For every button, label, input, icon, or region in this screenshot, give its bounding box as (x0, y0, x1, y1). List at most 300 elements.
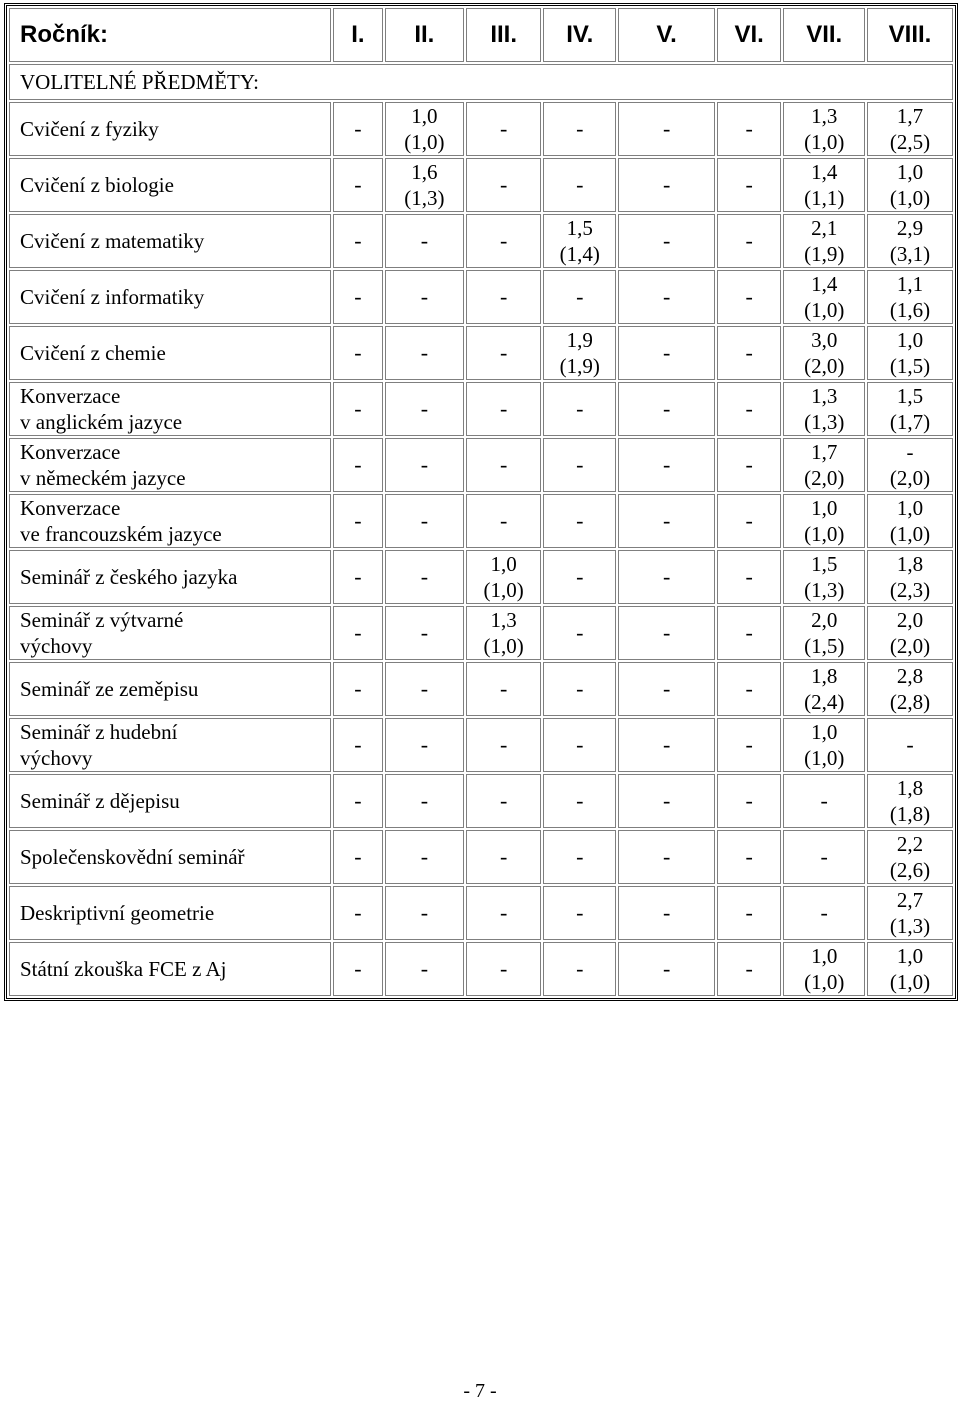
grade-average: - (500, 116, 508, 141)
grade-average: - (662, 620, 671, 645)
grade-cell-year-1 (333, 662, 382, 716)
grade-average: - (354, 620, 362, 645)
year-8: VIII. (867, 8, 953, 62)
grade-average: - (662, 172, 671, 197)
grade-average: 1,8 (896, 552, 924, 576)
grade-cell-year-3 (466, 438, 541, 492)
grade-cell-year-4 (543, 326, 616, 380)
grade-average-prev: (1,6) (889, 298, 931, 322)
subject-name-line: ve francouzském jazyce (20, 522, 222, 546)
grade-average: - (576, 172, 584, 197)
grade-cell-year-1 (333, 718, 382, 772)
grade-average: 1,1 (896, 272, 924, 296)
subject-name (9, 270, 331, 324)
grade-cell-year-5 (618, 942, 715, 996)
grade-average-prev: (1,0) (404, 130, 445, 154)
grade-cell-year-8 (867, 942, 953, 996)
grade-cell-year-8 (867, 606, 953, 660)
grade-average: - (745, 116, 753, 141)
grade-average: 1,3 (811, 384, 838, 408)
grade-average: 1,5 (896, 384, 924, 408)
grade-cell-year-5 (618, 830, 715, 884)
grade-average-prev: (1,9) (559, 354, 600, 378)
grade-average: - (420, 732, 429, 757)
subject-name (9, 326, 331, 380)
grade-cell-year-3 (466, 606, 541, 660)
grade-cell-year-4 (543, 662, 616, 716)
subject-row (9, 158, 953, 212)
grade-average: - (745, 788, 753, 813)
grade-cell-year-5 (618, 550, 715, 604)
grade-average-prev: (1,1) (804, 186, 845, 210)
grade-cell-year-8 (867, 830, 953, 884)
grade-average-prev: (2,6) (889, 858, 931, 882)
grade-average-prev: (1,3) (804, 410, 845, 434)
grade-cell-year-3 (466, 774, 541, 828)
grade-cell-year-8 (867, 886, 953, 940)
grade-average: - (662, 732, 671, 757)
grade-cell-year-6 (717, 774, 781, 828)
grade-average: - (420, 620, 429, 645)
grade-cell-year-2 (385, 270, 464, 324)
grade-cell-year-1 (333, 214, 382, 268)
grade-average: - (500, 844, 508, 869)
grade-cell-year-2 (385, 326, 464, 380)
grade-cell-year-2 (385, 214, 464, 268)
header-row (9, 8, 953, 62)
grade-cell-year-7 (783, 102, 865, 156)
grade-cell-year-8 (867, 494, 953, 548)
grade-average: - (500, 452, 508, 477)
grade-average: - (576, 676, 584, 701)
grade-cell-year-2 (385, 550, 464, 604)
grade-average: - (500, 732, 508, 757)
grade-average-prev: (1,0) (889, 970, 931, 994)
grade-average: - (576, 116, 584, 141)
grade-average: - (662, 228, 671, 253)
grade-average-prev: (2,5) (889, 130, 931, 154)
grade-average: - (420, 788, 429, 813)
subject-name-line: Seminář ze zeměpisu (20, 677, 199, 701)
grade-average: - (500, 396, 508, 421)
subject-name (9, 102, 331, 156)
grade-average: 1,0 (896, 160, 924, 184)
subject-name-line: Seminář z hudební (20, 720, 178, 744)
grade-average-prev: (1,7) (889, 410, 931, 434)
grade-cell-year-8 (867, 774, 953, 828)
subject-row (9, 886, 953, 940)
grade-average: - (354, 452, 362, 477)
grade-average-prev: (3,1) (889, 242, 931, 266)
grade-average: - (662, 396, 671, 421)
subject-row (9, 438, 953, 492)
grade-average: 2,7 (896, 888, 924, 912)
subject-name (9, 606, 331, 660)
grade-cell-year-7 (783, 606, 865, 660)
grade-average: - (500, 900, 508, 925)
grade-cell-year-6 (717, 270, 781, 324)
grade-average: - (745, 620, 753, 645)
grade-average: 1,0 (811, 944, 838, 968)
grade-cell-year-5 (618, 494, 715, 548)
grade-average-prev: (1,0) (483, 578, 524, 602)
grade-average: 1,0 (896, 944, 924, 968)
grade-average: - (745, 676, 753, 701)
grade-average: 3,0 (811, 328, 838, 352)
grade-average-prev: (2,0) (804, 354, 845, 378)
grade-average: 1,3 (490, 608, 517, 632)
grade-cell-year-1 (333, 606, 382, 660)
grade-cell-year-1 (333, 550, 382, 604)
grade-average-prev: (1,0) (804, 970, 845, 994)
subject-name (9, 550, 331, 604)
grade-average: 2,2 (896, 832, 924, 856)
year-2: II. (385, 8, 464, 62)
grade-average: - (662, 116, 671, 141)
grade-average: 2,1 (811, 216, 838, 240)
subject-row (9, 550, 953, 604)
grade-cell-year-4 (543, 270, 616, 324)
grade-average: - (420, 956, 429, 981)
subject-row (9, 942, 953, 996)
grade-cell-year-6 (717, 606, 781, 660)
grade-average: - (906, 440, 914, 464)
grade-cell-year-7 (783, 326, 865, 380)
grade-cell-year-6 (717, 102, 781, 156)
grade-cell-year-1 (333, 942, 382, 996)
subject-name-line: Cvičení z fyziky (20, 117, 159, 141)
subject-row (9, 774, 953, 828)
grade-cell-year-2 (385, 102, 464, 156)
grade-average: - (354, 564, 362, 589)
grade-average: - (745, 900, 753, 925)
subject-row (9, 270, 953, 324)
subject-name-line: Cvičení z chemie (20, 341, 166, 365)
grade-cell-year-7 (783, 774, 865, 828)
grade-cell-year-1 (333, 774, 382, 828)
subject-name-line: Seminář z dějepisu (20, 789, 180, 813)
grade-average: - (662, 900, 671, 925)
grade-cell-year-5 (618, 438, 715, 492)
grade-cell-year-7 (783, 214, 865, 268)
grade-average: 2,0 (811, 608, 838, 632)
grade-cell-year-1 (333, 886, 382, 940)
grade-cell-year-6 (717, 438, 781, 492)
grade-cell-year-2 (385, 606, 464, 660)
grade-cell-year-8 (867, 214, 953, 268)
grade-cell-year-1 (333, 158, 382, 212)
grade-average: - (745, 396, 753, 421)
grade-average-prev: (1,3) (804, 578, 845, 602)
subject-name-line: Deskriptivní geometrie (20, 901, 215, 925)
year-7: VII. (783, 8, 865, 62)
grade-average: 1,4 (811, 272, 838, 296)
grade-cell-year-5 (618, 326, 715, 380)
grade-cell-year-5 (618, 158, 715, 212)
grade-cell-year-3 (466, 494, 541, 548)
grade-cell-year-6 (717, 942, 781, 996)
grade-cell-year-2 (385, 438, 464, 492)
grade-average: - (420, 676, 429, 701)
grade-cell-year-1 (333, 438, 382, 492)
grade-cell-year-5 (618, 382, 715, 436)
grade-average: - (662, 340, 671, 365)
subject-name-line: Cvičení z biologie (20, 173, 174, 197)
grade-average: - (354, 676, 362, 701)
grade-cell-year-7 (783, 494, 865, 548)
grade-cell-year-2 (385, 774, 464, 828)
grade-cell-year-7 (783, 662, 865, 716)
grade-average: - (420, 284, 429, 309)
grade-cell-year-1 (333, 270, 382, 324)
grade-average: - (745, 340, 753, 365)
grade-average: - (354, 228, 362, 253)
grade-cell-year-1 (333, 326, 382, 380)
grade-cell-year-8 (867, 158, 953, 212)
grade-cell-year-8 (867, 326, 953, 380)
grade-average: 1,0 (811, 720, 838, 744)
grade-average: - (354, 396, 362, 421)
grade-cell-year-2 (385, 718, 464, 772)
grade-average-prev: (1,0) (483, 634, 524, 658)
grade-average: 2,0 (896, 608, 924, 632)
grade-cell-year-3 (466, 102, 541, 156)
subject-name (9, 886, 331, 940)
grade-cell-year-2 (385, 830, 464, 884)
grade-cell-year-3 (466, 662, 541, 716)
grade-cell-year-6 (717, 382, 781, 436)
grade-average: 1,0 (896, 328, 924, 352)
grade-average: - (420, 452, 429, 477)
subject-name (9, 214, 331, 268)
grade-average: - (745, 284, 753, 309)
grade-cell-year-8 (867, 102, 953, 156)
subject-name-line: Cvičení z matematiky (20, 229, 205, 253)
grade-cell-year-4 (543, 102, 616, 156)
grade-cell-year-4 (543, 718, 616, 772)
grade-average-prev: (1,4) (559, 242, 600, 266)
grade-cell-year-1 (333, 382, 382, 436)
grade-average: - (745, 508, 753, 533)
year-6: VI. (717, 8, 781, 62)
grade-average: - (500, 788, 508, 813)
subject-row (9, 606, 953, 660)
grade-average: - (662, 956, 671, 981)
subject-name-line: v anglickém jazyce (20, 410, 183, 434)
grade-cell-year-6 (717, 158, 781, 212)
grade-average: - (745, 172, 753, 197)
grade-average: - (745, 844, 753, 869)
grade-cell-year-6 (717, 214, 781, 268)
grade-average-prev: (2,0) (889, 634, 931, 658)
grade-average-prev: (1,0) (889, 186, 931, 210)
grade-cell-year-7 (783, 270, 865, 324)
grade-average: - (500, 172, 508, 197)
grade-cell-year-4 (543, 774, 616, 828)
grade-cell-year-2 (385, 886, 464, 940)
subject-name-line: Státní zkouška FCE z Aj (20, 957, 227, 981)
grade-average-prev: (2,0) (889, 466, 931, 490)
grade-average: 1,7 (896, 104, 924, 128)
subject-name-line: Společenskovědní seminář (20, 845, 245, 869)
grade-average: - (500, 228, 508, 253)
grade-average: - (745, 452, 753, 477)
grade-cell-year-6 (717, 494, 781, 548)
grade-cell-year-3 (466, 270, 541, 324)
grade-average: - (420, 396, 429, 421)
subject-name-line: Konverzace (20, 440, 121, 464)
grade-average: - (354, 284, 362, 309)
grade-cell-year-6 (717, 830, 781, 884)
grade-average: - (662, 788, 671, 813)
grade-average-prev: (1,8) (889, 802, 931, 826)
grade-average: - (745, 564, 753, 589)
grade-cell-year-8 (867, 270, 953, 324)
subject-name-line: Konverzace (20, 496, 121, 520)
grade-average-prev: (1,0) (889, 522, 931, 546)
grade-cell-year-3 (466, 214, 541, 268)
grade-average: - (576, 508, 584, 533)
grade-average-prev: (2,4) (804, 690, 845, 714)
grade-cell-year-7 (783, 550, 865, 604)
subject-name (9, 438, 331, 492)
grade-average: - (662, 452, 671, 477)
grade-cell-year-3 (466, 830, 541, 884)
grade-average: - (576, 564, 584, 589)
subject-row (9, 214, 953, 268)
grade-cell-year-4 (543, 886, 616, 940)
grades-table-frame (4, 3, 958, 1001)
grade-average: 1,3 (811, 104, 838, 128)
year-4: IV. (543, 8, 616, 62)
grade-average: 2,8 (896, 664, 924, 688)
grade-average: - (820, 788, 828, 813)
subject-name-line: výchovy (20, 634, 93, 658)
grade-average: - (500, 284, 508, 309)
grade-average: - (354, 508, 362, 533)
grade-cell-year-7 (783, 438, 865, 492)
subject-name-line: Cvičení z informatiky (20, 285, 205, 309)
grade-cell-year-8 (867, 662, 953, 716)
grade-cell-year-2 (385, 382, 464, 436)
grade-average: - (354, 788, 362, 813)
grade-average: - (576, 396, 584, 421)
subject-name-line: Konverzace (20, 384, 121, 408)
grade-cell-year-5 (618, 774, 715, 828)
grade-cell-year-6 (717, 326, 781, 380)
grade-average-prev: (1,0) (804, 130, 845, 154)
grade-cell-year-3 (466, 718, 541, 772)
grade-cell-year-8 (867, 382, 953, 436)
grade-average: - (420, 340, 429, 365)
grade-average: - (576, 844, 584, 869)
grade-cell-year-6 (717, 662, 781, 716)
grade-average: 1,0 (811, 496, 838, 520)
grade-average-prev: (1,9) (804, 242, 845, 266)
grade-average-prev: (1,5) (804, 634, 845, 658)
year-5: V. (618, 8, 715, 62)
grade-average: 1,0 (411, 104, 438, 128)
grade-average: - (420, 228, 429, 253)
grade-cell-year-5 (618, 270, 715, 324)
grade-average: - (576, 788, 584, 813)
grade-average: 1,8 (811, 664, 838, 688)
grade-average: - (745, 228, 753, 253)
grade-average: - (662, 508, 671, 533)
grade-average: - (576, 620, 584, 645)
grade-average-prev: (1,0) (804, 746, 845, 770)
grade-average: - (354, 116, 362, 141)
grade-average: - (576, 900, 584, 925)
subject-row (9, 326, 953, 380)
grade-cell-year-5 (618, 886, 715, 940)
grade-cell-year-4 (543, 494, 616, 548)
grade-average: - (354, 732, 362, 757)
grade-cell-year-6 (717, 718, 781, 772)
subject-row (9, 830, 953, 884)
grade-average-prev: (1,0) (804, 522, 845, 546)
grade-cell-year-4 (543, 550, 616, 604)
subject-name-line: v německém jazyce (20, 466, 186, 490)
grade-average: - (420, 844, 429, 869)
grade-cell-year-8 (867, 718, 953, 772)
grade-average: - (576, 452, 584, 477)
grade-cell-year-4 (543, 438, 616, 492)
grade-cell-year-5 (618, 606, 715, 660)
grade-cell-year-2 (385, 942, 464, 996)
subject-row (9, 102, 953, 156)
subject-row (9, 494, 953, 548)
grade-cell-year-4 (543, 942, 616, 996)
grade-average: - (662, 676, 671, 701)
year-label: Ročník: (9, 8, 331, 62)
grade-average: 1,5 (811, 552, 838, 576)
subject-name (9, 830, 331, 884)
grade-cell-year-7 (783, 942, 865, 996)
grade-average: 1,7 (811, 440, 838, 464)
grade-average: - (745, 956, 753, 981)
grade-cell-year-2 (385, 158, 464, 212)
grade-cell-year-5 (618, 102, 715, 156)
grade-cell-year-4 (543, 830, 616, 884)
grades-table (7, 6, 955, 998)
grade-average: - (576, 956, 584, 981)
grade-cell-year-3 (466, 382, 541, 436)
grade-cell-year-3 (466, 158, 541, 212)
grade-average: - (420, 508, 429, 533)
grade-average: 1,0 (896, 496, 924, 520)
grade-cell-year-7 (783, 158, 865, 212)
grade-average: - (576, 732, 584, 757)
grade-cell-year-4 (543, 382, 616, 436)
grade-cell-year-3 (466, 550, 541, 604)
grade-average: 1,9 (566, 328, 593, 352)
grade-cell-year-7 (783, 718, 865, 772)
grade-average: - (420, 564, 429, 589)
grade-average: - (500, 676, 508, 701)
grade-cell-year-1 (333, 102, 382, 156)
grade-average-prev: (2,8) (889, 690, 931, 714)
grade-average-prev: (1,0) (804, 298, 845, 322)
grade-average: - (354, 900, 362, 925)
grade-average-prev: (1,3) (404, 186, 445, 210)
subject-name (9, 718, 331, 772)
subject-name (9, 774, 331, 828)
grade-cell-year-1 (333, 494, 382, 548)
grade-cell-year-3 (466, 326, 541, 380)
grade-average: - (820, 900, 828, 925)
grade-average-prev: (2,3) (889, 578, 931, 602)
